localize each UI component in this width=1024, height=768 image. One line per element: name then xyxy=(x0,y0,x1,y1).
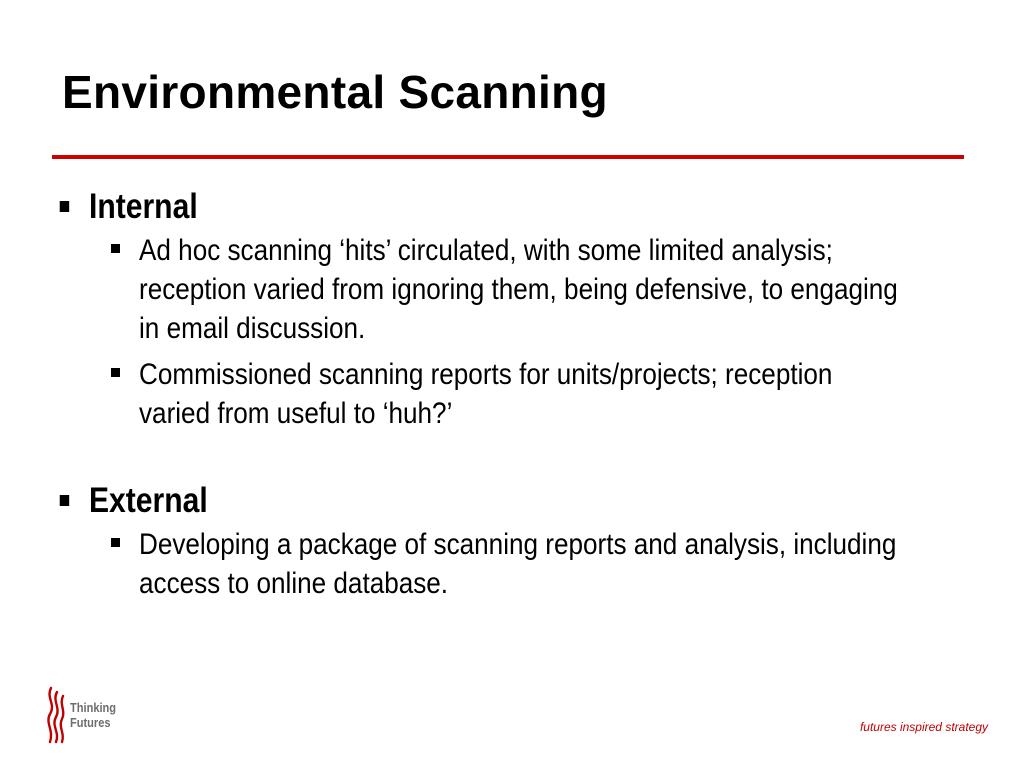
sub-bullet-text: Ad hoc scanning ‘hits’ circulated, with some limited analysis; reception varied from ignoring them, being defensive, to engaging in email discussion. xyxy=(139,234,898,345)
sub-bullet-item xyxy=(108,355,978,433)
logo-wordmark xyxy=(70,700,116,730)
thinking-futures-logo xyxy=(44,682,130,748)
sub-bullet-item xyxy=(108,525,978,603)
logo-line-1: Thinking xyxy=(70,700,117,715)
sub-bullet-list xyxy=(58,525,978,603)
sub-bullet-text: Developing a package of scanning reports and analysis, including access to online database. xyxy=(139,528,897,600)
square-bullet-icon xyxy=(111,368,120,377)
sub-bullet-list xyxy=(58,231,978,433)
square-bullet-icon xyxy=(111,538,120,547)
sub-bullet-text: Commissioned scanning reports for units/projects; reception varied from useful to ‘huh?’ xyxy=(139,358,833,430)
bullet-heading xyxy=(58,479,849,523)
square-bullet-icon xyxy=(60,495,69,506)
section-external xyxy=(58,479,978,603)
heading-text: Internal xyxy=(88,187,198,226)
slide-title: Environmental Scanning xyxy=(62,66,608,118)
square-bullet-icon xyxy=(60,201,69,212)
heading-text: External xyxy=(88,481,208,520)
slide-content xyxy=(58,185,978,610)
section-internal xyxy=(58,185,978,433)
bullet-heading xyxy=(58,185,849,229)
footer-tagline: futures inspired strategy xyxy=(859,720,988,734)
square-bullet-icon xyxy=(111,244,120,253)
logo-line-2: Futures xyxy=(70,715,111,730)
flame-swirl-icon xyxy=(44,686,68,744)
title-divider xyxy=(52,155,964,159)
sub-bullet-item xyxy=(108,231,978,348)
